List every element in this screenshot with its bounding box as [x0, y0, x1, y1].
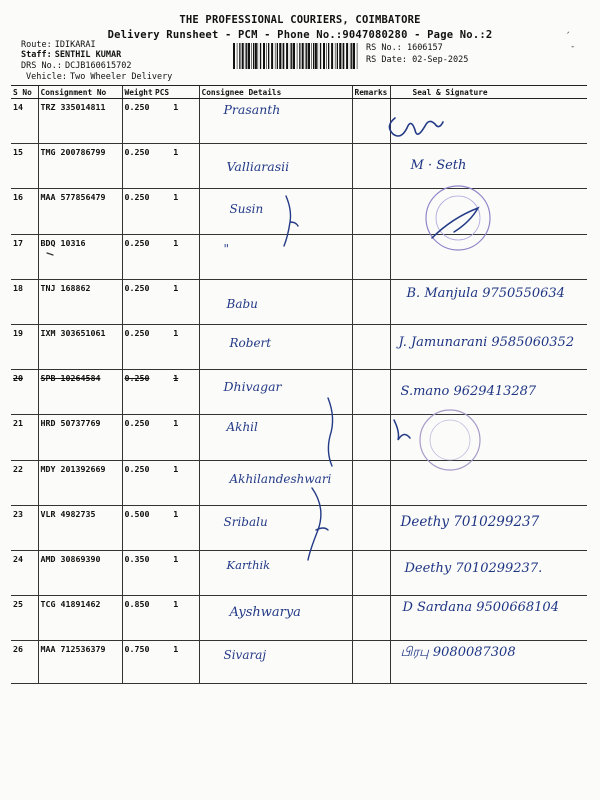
barcode-bar [318, 43, 319, 69]
barcode-bar [326, 43, 327, 69]
consignee-cell [199, 279, 352, 324]
consignment-number: HRD 50737769 [38, 415, 122, 460]
barcode-bar [290, 43, 291, 69]
barcode-bar [266, 43, 267, 69]
signature-text: B. Manjula 9750550634 [406, 285, 565, 301]
consignment-number: MAA 577856479 [38, 189, 122, 234]
signature-cell [390, 324, 587, 369]
barcode-bar [291, 43, 292, 69]
remarks-cell [352, 370, 390, 415]
signature-text: J. Jamunarani 9585060352 [398, 334, 575, 350]
consignee-name: Sivaraj [223, 648, 267, 663]
rs-date-value: 02-Sep-2025 [412, 55, 469, 65]
barcode-bar [245, 43, 246, 69]
route-label: Route: [21, 40, 52, 50]
pcs-value: 1 [153, 596, 199, 641]
pen-dash-mark: - [570, 42, 576, 52]
consignment-number: TMG 200786799 [38, 144, 122, 189]
barcode-bar [357, 43, 358, 69]
table-row [11, 550, 587, 595]
barcode-bar [283, 43, 284, 69]
barcode-bar [350, 43, 351, 69]
signature-cell [390, 460, 587, 505]
company-title: THE PROFESSIONAL COURIERS, COIMBATORE [179, 14, 421, 26]
barcode-bar [335, 43, 336, 69]
barcode-bar [253, 43, 254, 69]
row-sno: 22 [11, 460, 38, 505]
row-sno: 21 [11, 415, 38, 460]
barcode-bar [311, 43, 312, 69]
consignee-cell [199, 415, 352, 460]
remarks-cell [352, 550, 390, 595]
col-sno-header: S No [11, 86, 38, 99]
consignee-name: Valliarasii [226, 159, 290, 175]
table-header-row [11, 86, 587, 99]
col-remarks-header: Remarks [352, 86, 390, 99]
barcode-bar [251, 43, 252, 69]
consignment-number: TCG 41891462 [38, 596, 122, 641]
signature-text: D Sardana 9500668104 [402, 600, 559, 616]
row-sno: 18 [11, 279, 38, 324]
consignee-cell [199, 99, 352, 144]
row-sno: 23 [11, 505, 38, 550]
consignment-number: SPB 10264584 [38, 370, 122, 415]
consignee-cell [199, 641, 352, 684]
signature-text: Deethy 7010299237 [400, 513, 540, 530]
consignment-number: MAA 712536379 [38, 641, 122, 684]
table-row [11, 415, 587, 460]
weight-value: 0.250 [122, 324, 153, 369]
remarks-cell [352, 415, 390, 460]
consignee-cell [199, 234, 352, 279]
consignee-name: Susin [229, 202, 264, 217]
consignment-number: VLR 4982735 [38, 505, 122, 550]
drs-label: DRS No.: [21, 61, 62, 71]
signature-cell [390, 99, 587, 144]
pcs-value: 1 [153, 234, 199, 279]
consignee-name: Akhil [226, 420, 258, 435]
runsheet-subtitle: Delivery Runsheet - PCM - Phone No.:9047080280 - Page No.:2 [107, 29, 493, 41]
weight-value: 0.250 [122, 279, 153, 324]
row-sno: 15 [11, 144, 38, 189]
consignee-name: Dhivagar [223, 379, 282, 395]
signature-text: M · Seth [410, 158, 467, 174]
col-consignee-header: Consignee Details [199, 86, 352, 99]
pcs-value: 1 [153, 460, 199, 505]
signature-cell [390, 279, 587, 324]
barcode-bar [277, 43, 278, 69]
barcode-bar [242, 43, 244, 69]
row-sno: 24 [11, 550, 38, 595]
rs-date-label: RS Date: [366, 55, 407, 65]
row-sno: 17 [11, 234, 38, 279]
pcs-value: 1 [153, 505, 199, 550]
consignee-cell [199, 550, 352, 595]
table-row [11, 505, 587, 550]
pcs-value: 1 [153, 189, 199, 234]
weight-value: 0.750 [122, 641, 153, 684]
signature-cell [390, 550, 587, 595]
rs-no-line [366, 43, 443, 53]
table-row [11, 324, 587, 369]
barcode-bar [268, 43, 269, 69]
consignee-name: " [223, 241, 230, 256]
weight-value: 0.250 [122, 234, 153, 279]
consignment-number: TNJ 168862 [38, 279, 122, 324]
remarks-cell [352, 596, 390, 641]
barcode-bar [323, 43, 325, 69]
barcode-bar [305, 43, 306, 69]
consignee-cell [199, 370, 352, 415]
weight-value: 0.250 [122, 144, 153, 189]
barcode-bar [271, 43, 273, 69]
signature-cell [390, 415, 587, 460]
drs-value: DCJB160615702 [64, 61, 132, 71]
table-row [11, 641, 587, 684]
row-sno: 20 [11, 370, 38, 415]
consignment-number: BDQ 10316 [38, 234, 122, 279]
barcode-bar [286, 43, 288, 69]
table-row [11, 460, 587, 505]
signature-cell [390, 370, 587, 415]
barcode-bar [343, 43, 344, 69]
weight-value: 0.250 [122, 370, 153, 415]
remarks-cell [352, 505, 390, 550]
row-sno: 25 [11, 596, 38, 641]
pcs-value: 1 [153, 324, 199, 369]
staff-value: SENTHIL KUMAR [54, 50, 122, 60]
barcode-bar [297, 43, 298, 69]
weight-value: 0.500 [122, 505, 153, 550]
consignee-name: Ayshwarya [229, 605, 301, 621]
signature-cell [390, 189, 587, 234]
remarks-cell [352, 279, 390, 324]
staff-label: Staff: [21, 50, 52, 60]
barcode [233, 43, 361, 69]
barcode-bar [346, 43, 348, 69]
barcode-bar [353, 43, 355, 69]
barcode-bar [337, 43, 338, 69]
pcs-value: 1 [153, 415, 199, 460]
pcs-value: 1 [153, 641, 199, 684]
table-row [11, 99, 587, 144]
barcode-bar [331, 43, 333, 69]
rs-date-line [366, 55, 468, 65]
consignee-cell [199, 460, 352, 505]
consignee-name: Robert [229, 335, 272, 350]
barcode-bar [299, 43, 300, 69]
consignment-number: MDY 201392669 [38, 460, 122, 505]
weight-value: 0.250 [122, 460, 153, 505]
consignee-name: Akhilandeshwari [229, 471, 332, 486]
consignment-number: AMD 30869390 [38, 550, 122, 595]
runsheet-table [11, 85, 587, 684]
consignee-cell [199, 189, 352, 234]
table-row [11, 234, 587, 279]
barcode-bar [315, 43, 317, 69]
consignment-number: IXM 303651061 [38, 324, 122, 369]
weight-value: 0.850 [122, 596, 153, 641]
barcode-bar [246, 43, 247, 69]
barcode-bar [302, 43, 304, 69]
staff-line [21, 50, 121, 60]
barcode-bar [248, 43, 250, 69]
signature-cell [390, 144, 587, 189]
barcode-bar [255, 43, 257, 69]
rs-no-value: 1606157 [406, 43, 443, 53]
barcode-bar [279, 43, 281, 69]
row-sno: 16 [11, 189, 38, 234]
consignee-name: Karthik [226, 557, 271, 572]
consignee-cell [199, 324, 352, 369]
signature-cell [390, 641, 587, 684]
remarks-cell [352, 99, 390, 144]
barcode-bar [293, 43, 295, 69]
route-value: IDIKARAI [54, 40, 96, 50]
pcs-value: 1 [153, 370, 199, 415]
consignee-cell [199, 144, 352, 189]
signature-cell [390, 596, 587, 641]
pcs-value: 1 [153, 144, 199, 189]
row-sno: 26 [11, 641, 38, 684]
pcs-value: 1 [153, 99, 199, 144]
consignee-name: Prasanth [223, 102, 281, 117]
table-row [11, 370, 587, 415]
vehicle-line [26, 72, 172, 82]
remarks-cell [352, 189, 390, 234]
col-signature-header: Seal & Signature [390, 86, 587, 99]
route-line [21, 40, 96, 50]
barcode-bar [282, 43, 283, 69]
barcode-bar [263, 43, 265, 69]
weight-value: 0.250 [122, 415, 153, 460]
col-weight-header: Weight [122, 86, 153, 99]
remarks-cell [352, 144, 390, 189]
remarks-cell [352, 641, 390, 684]
barcode-bar [351, 43, 352, 69]
barcode-bar [308, 43, 310, 69]
weight-value: 0.350 [122, 550, 153, 595]
pcs-value: 1 [153, 550, 199, 595]
row-sno: 14 [11, 99, 38, 144]
consignee-cell [199, 505, 352, 550]
pen-tick-mark: ´ [565, 32, 571, 42]
barcode-bar [320, 43, 321, 69]
vehicle-label: Vehicle: [26, 72, 67, 82]
barcode-bar [328, 43, 329, 69]
col-pcs-header: PCS [153, 86, 199, 99]
col-consignment-header: Consignment No [38, 86, 122, 99]
pcs-value: 1 [153, 279, 199, 324]
barcode-bar [258, 43, 259, 69]
remarks-cell [352, 234, 390, 279]
barcode-bar [313, 43, 314, 69]
table-row [11, 189, 587, 234]
barcode-bar [275, 43, 276, 69]
barcode-bar [306, 43, 307, 69]
vehicle-value: Two Wheeler Delivery [69, 72, 173, 82]
consignee-name: Sribalu [223, 514, 268, 529]
table-row [11, 144, 587, 189]
row-sno: 19 [11, 324, 38, 369]
barcode-bar [342, 43, 343, 69]
weight-value: 0.250 [122, 99, 153, 144]
barcode-bar [339, 43, 341, 69]
signature-cell [390, 505, 587, 550]
signature-text: பிரபு 9080087308 [400, 645, 516, 661]
signature-cell [390, 234, 587, 279]
remarks-cell [352, 324, 390, 369]
consignee-cell [199, 596, 352, 641]
barcode-bar [233, 43, 235, 69]
table-row [11, 596, 587, 641]
consignee-name: Babu [226, 296, 258, 311]
remarks-cell [352, 460, 390, 505]
weight-value: 0.250 [122, 189, 153, 234]
signature-text: Deethy 7010299237. [404, 560, 543, 576]
rs-no-label: RS No.: [366, 43, 402, 53]
signature-text: S.mano 9629413287 [400, 384, 537, 400]
table-row [11, 279, 587, 324]
barcode-bar [239, 43, 240, 69]
barcode-bar [260, 43, 261, 69]
barcode-bar [237, 43, 238, 69]
consignment-number: TRZ 335014811 [38, 99, 122, 144]
drs-line [21, 61, 131, 71]
